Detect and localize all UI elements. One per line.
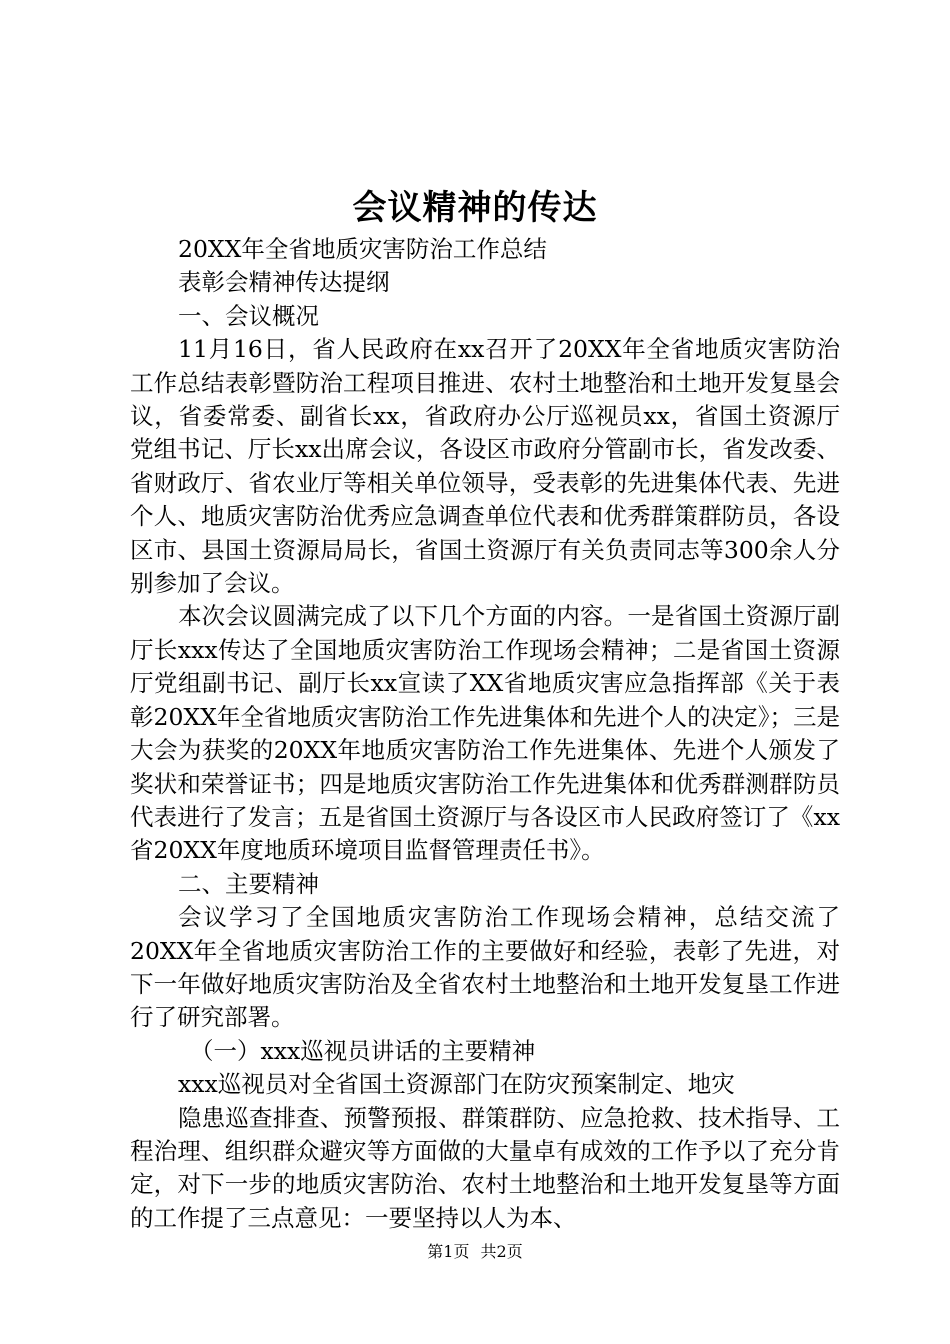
paragraph-overview: 11月16日，省人民政府在xx召开了20XX年全省地质灾害防治工作总结表彰暨防治工程项目推进、农村土地整治和土地开发复垦会议，省委常委、副省长xx，省政府办公厅巡视员xx，省国土资源厅党组书记、厅长xx出席会议，各设区市政府分管副市长，省发改委、省财政厅、省农业厅等相关单位领导，受表彰的先进集体代表、先进个人、地质灾害防治优秀应急调查单位代表和优秀群策群防员，各设区市、县国土资源局局长，省国土资源厅有关负责同志等300余人分别参加了会议。 <box>130 335 840 598</box>
paragraph-speech-body: 隐患巡查排查、预警预报、群策群防、应急抢救、技术指导、工程治理、组织群众避灾等方面做的大量卓有成效的工作予以了充分肯定，对下一步的地质灾害防治、农村土地整治和土地开发复垦等方面的工作提了三点意见：一要坚持以人为本、 <box>130 1103 840 1232</box>
paragraph-main-spirit: 会议学习了全国地质灾害防治工作现场会精神，总结交流了20XX年全省地质灾害防治工作的主要做好和经验，表彰了先进，对下一年做好地质灾害防治及全省农村土地整治和土地开发复垦工作进行了研究部署。 <box>130 903 840 1032</box>
page-total: 共2页 <box>480 1242 523 1261</box>
document-body <box>130 233 840 1235</box>
page-footer <box>0 1240 950 1264</box>
paragraph-contents: 本次会议圆满完成了以下几个方面的内容。一是省国土资源厅副厅长xxx传达了全国地质灾害防治工作现场会精神；二是省国土资源厅党组副书记、副厅长xx宣读了XX省地质灾害应急指挥部《关于表彰20XX年全省地质灾害防治工作先进集体和先进个人的决定》；三是大会为获奖的20XX年地质灾害防治工作先进集体、先进个人颁发了奖状和荣誉证书；四是地质灾害防治工作先进集体和优秀群测群防员代表进行了发言；五是省国土资源厅与各设区市人民政府签订了《xx省20XX年度地质环境项目监督管理责任书》。 <box>130 602 840 865</box>
subtitle-line-2: 表彰会精神传达提纲 <box>178 268 390 297</box>
paragraph-speech-intro: xxx巡视员对全省国土资源部门在防灾预案制定、地灾 <box>178 1070 735 1099</box>
document-title: 会议精神的传达 <box>352 188 598 228</box>
subtitle-line-1: 20XX年全省地质灾害防治工作总结 <box>178 235 547 263</box>
section-heading-main-spirit: 二、主要精神 <box>178 869 319 898</box>
subsection-heading-speech: （一）xxx巡视员讲话的主要精神 <box>190 1036 536 1065</box>
section-heading-overview: 一、会议概况 <box>178 301 319 330</box>
page-number: 第1页 <box>427 1242 470 1261</box>
